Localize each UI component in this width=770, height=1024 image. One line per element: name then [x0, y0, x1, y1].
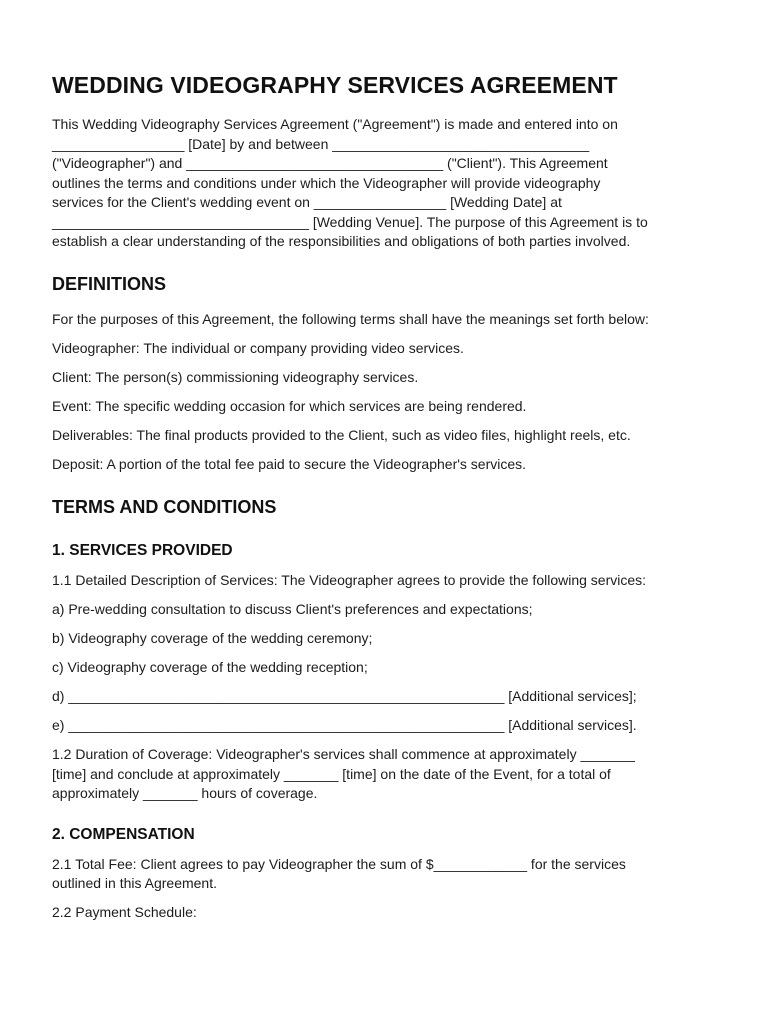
fee-line: outlined in this Agreement.	[52, 875, 217, 891]
fee-paragraph	[52, 855, 720, 894]
services-line: c) Videography coverage of the wedding reception;	[52, 659, 368, 675]
intro-paragraph	[52, 115, 720, 252]
terms-heading: TERMS AND CONDITIONS	[52, 497, 277, 517]
definition-item: Event: The specific wedding occasion for which services are being rendered.	[52, 397, 527, 414]
definition-item: Deposit: A portion of the total fee paid to secure the Videographer's services.	[52, 455, 527, 472]
definitions-intro: For the purposes of this Agreement, the following terms shall have the meanings set forth below:	[52, 310, 649, 327]
agreement-document	[52, 70, 720, 932]
services-line: a) Pre-wedding consultation to discuss Client's preferences and expectations;	[52, 601, 533, 617]
intro-line: _________________________________ [Wedding Venue]. The purpose of this Agreement is to	[52, 213, 648, 230]
payment-schedule-label: 2.2 Payment Schedule:	[52, 904, 197, 920]
services-line: 1.1 Detailed Description of Services: The Videographer agrees to provide the following services:	[52, 572, 647, 588]
document-title: WEDDING VIDEOGRAPHY SERVICES AGREEMENT	[52, 72, 618, 98]
intro-line: establish a clear understanding of the responsibilities and obligations of both parties involved.	[52, 233, 631, 249]
intro-line: _________________ [Date] by and between _________________________________	[52, 135, 590, 152]
duration-paragraph	[52, 745, 720, 804]
intro-line: ("Videographer") and _________________________________ ("Client"). This Agreement	[52, 155, 608, 171]
definition-item: Client: The person(s) commissioning videography services.	[52, 368, 419, 385]
duration-line: approximately _______ hours of coverage.	[52, 785, 318, 801]
services-line: b) Videography coverage of the wedding ceremony;	[52, 630, 373, 646]
duration-line: 1.2 Duration of Coverage: Videographer's services shall commence at approximately _______	[52, 746, 635, 762]
duration-line: [time] and conclude at approximately _______ [time] on the date of the Event, for a total of	[52, 765, 611, 782]
intro-line: services for the Client's wedding event on _________________ [Wedding Date] at	[52, 194, 562, 210]
services-line: e) ________________________________________________________ [Additional services].	[52, 717, 637, 733]
definition-item: Videographer: The individual or company providing video services.	[52, 339, 464, 356]
section-compensation-heading: 2. COMPENSATION	[52, 825, 195, 843]
services-line: d) ________________________________________________________ [Additional services];	[52, 688, 637, 704]
intro-line: outlines the terms and conditions under which the Videographer will provide videography	[52, 174, 601, 191]
intro-line: This Wedding Videography Services Agreement ("Agreement") is made and entered into on	[52, 116, 618, 132]
definitions-heading: DEFINITIONS	[52, 273, 167, 294]
fee-line: 2.1 Total Fee: Client agrees to pay Videographer the sum of $____________ for the services	[52, 855, 626, 872]
section-services-heading: 1. SERVICES PROVIDED	[52, 542, 233, 559]
definition-item: Deliverables: The final products provided to the Client, such as video files, highlight reels, etc.	[52, 426, 631, 443]
